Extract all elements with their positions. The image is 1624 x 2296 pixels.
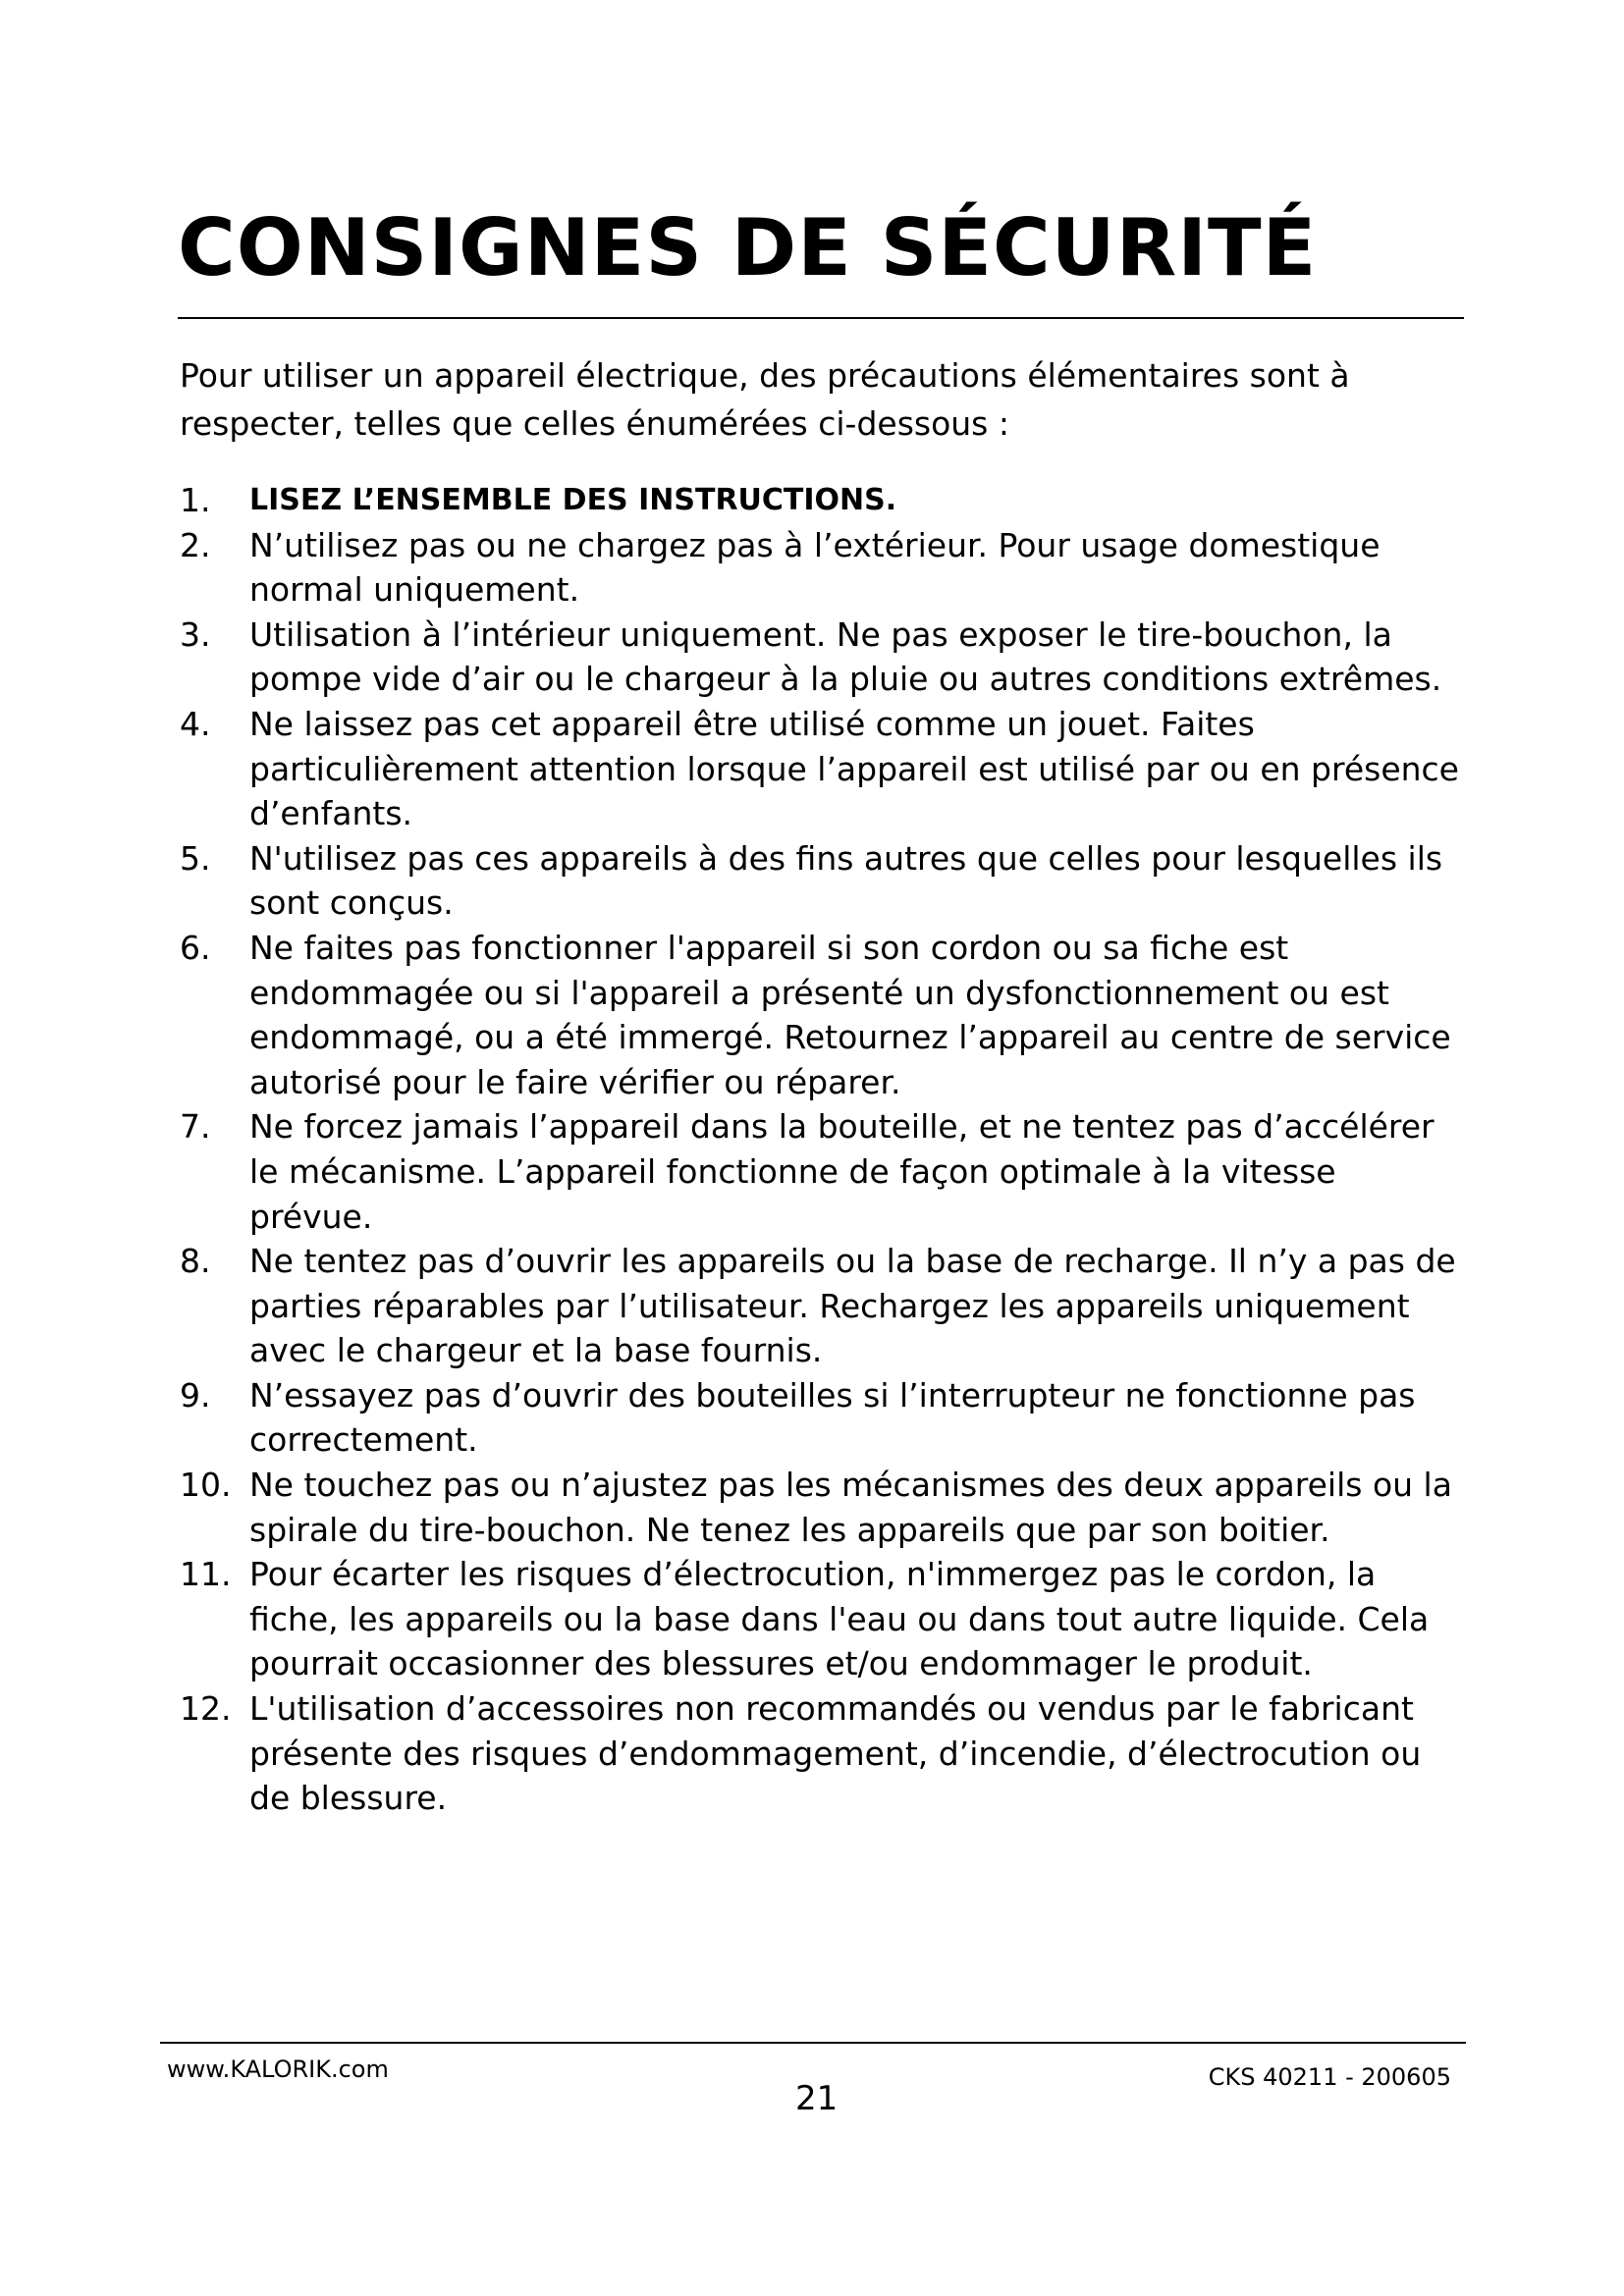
instruction-number: 3. [180, 614, 211, 654]
instruction-text: Utilisation à l’intérieur uniquement. Ne pas exposer le tire-bouchon, la pompe vide d’air ou le chargeur à la pluie ou autres conditions extrêmes. [249, 614, 1442, 699]
instruction-number: 8. [180, 1242, 211, 1281]
instruction-number: 4. [180, 704, 211, 743]
instruction-number: 12. [180, 1689, 232, 1729]
page-title: CONSIGNES DE SÉCURITÉ [178, 202, 1318, 294]
intro-paragraph: Pour utiliser un appareil électrique, des précautions élémentaires sont à respecter, telles que celles énumérées ci-dessous : [180, 356, 1350, 443]
instruction-item-8 [180, 1239, 1466, 1373]
instruction-number: 9. [180, 1375, 211, 1415]
instruction-text: L'utilisation d’accessoires non recommandés ou vendus par le fabricant présente des risques d’endommagement, d’incendie, d’électrocution ou de blessure. [249, 1689, 1422, 1818]
instruction-text: Ne touchez pas ou n’ajustez pas les mécanismes des deux appareils ou la spirale du tire-bouchon. Ne tenez les appareils que par son boitier. [249, 1466, 1452, 1549]
instruction-text: N’essayez pas d’ouvrir des bouteilles si l’interrupteur ne fonctionne pas correctement. [249, 1375, 1416, 1460]
instruction-item-2 [180, 523, 1466, 613]
instruction-item-7 [180, 1104, 1466, 1239]
instruction-number: 6. [180, 928, 211, 967]
instruction-number: 10. [180, 1466, 232, 1505]
instruction-item-5 [180, 836, 1466, 926]
title-divider [178, 317, 1464, 319]
instruction-text: N'utilisez pas ces appareils à des fins autres que celles pour lesquelles ils sont conçus. [249, 838, 1443, 923]
safety-instructions-list [180, 478, 1466, 1821]
instruction-number: 11. [180, 1555, 232, 1594]
instruction-number: 7. [180, 1107, 211, 1147]
instruction-number: 1. [180, 481, 211, 519]
footer-product-code: CKS 40211 - 200605 [1208, 2063, 1451, 2091]
instruction-text: N’utilisez pas ou ne chargez pas à l’extérieur. Pour usage domestique normal uniquement. [249, 525, 1380, 610]
instruction-text: Ne faites pas fonctionner l'appareil si son cordon ou sa fiche est endommagée ou si l'appareil a présenté un dysfonctionnement ou est endommagé, ou a été immergé. Retournez l’appareil au centre de service autorisé pour le faire vérifier ou réparer. [249, 928, 1451, 1101]
instruction-text: Ne laissez pas cet appareil être utilisé comme un jouet. Faites particulièrement attention lorsque l’appareil est utilisé par ou en présence d’enfants. [249, 704, 1459, 833]
instruction-number: 2. [180, 525, 211, 564]
instruction-text: LISEZ L’ENSEMBLE DES INSTRUCTIONS. [249, 483, 897, 517]
instruction-item-12 [180, 1686, 1466, 1821]
instruction-item-6 [180, 926, 1466, 1104]
instruction-item-4 [180, 702, 1466, 836]
instruction-number: 5. [180, 838, 211, 878]
instruction-item-3 [180, 613, 1466, 702]
footer-website: www.KALORIK.com [167, 2056, 389, 2083]
instruction-text: Ne tentez pas d’ouvrir les appareils ou la base de recharge. Il n’y a pas de parties réparables par l’utilisateur. Rechargez les appareils uniquement avec le chargeur et la base fournis. [249, 1242, 1456, 1370]
instruction-item-1 [180, 478, 1466, 523]
page-number: 21 [795, 2079, 839, 2118]
footer-divider [160, 2042, 1466, 2044]
instruction-item-11 [180, 1552, 1466, 1686]
instruction-text: Ne forcez jamais l’appareil dans la bouteille, et ne tentez pas d’accélérer le mécanisme. L’appareil fonctionne de façon optimale à la vitesse prévue. [249, 1107, 1435, 1236]
instruction-item-10 [180, 1463, 1466, 1552]
instruction-text: Pour écarter les risques d’électrocution, n'immergez pas le cordon, la fiche, les appareils ou la base dans l'eau ou dans tout autre liquide. Cela pourrait occasionner des blessures et/ou endommager le produit. [249, 1555, 1430, 1683]
instruction-item-9 [180, 1373, 1466, 1463]
